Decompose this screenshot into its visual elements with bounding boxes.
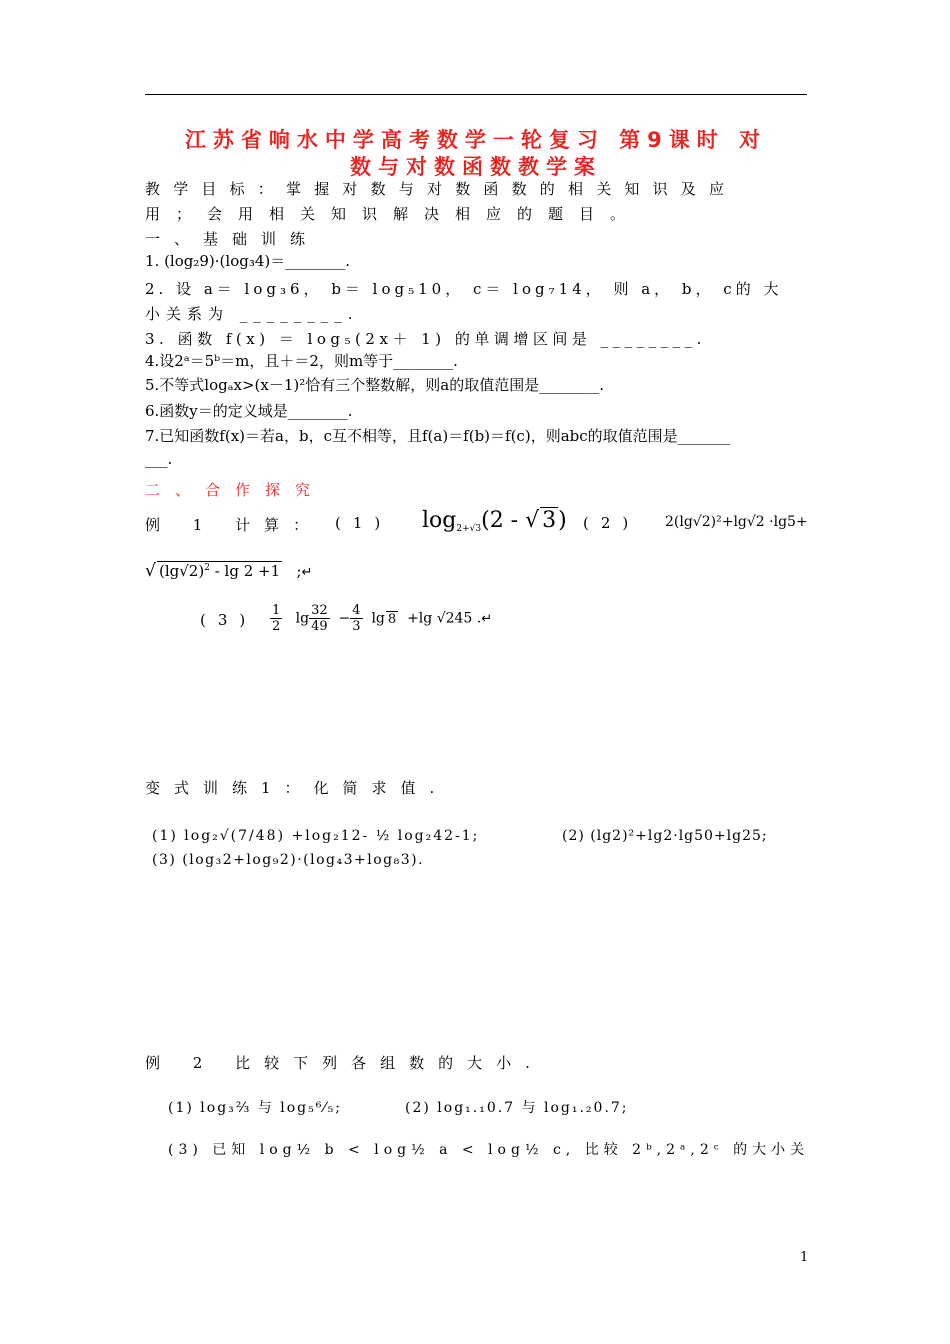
example-1-part-1-label: (1) xyxy=(335,514,393,532)
return-mark-icon: ↵ xyxy=(301,565,313,580)
example-2-part-1: (1) log₃⅔ 与 log₅⁶⁄₅; xyxy=(168,1100,342,1116)
objective-line-1: 教学目标：掌握对数与对数函数的相关知识及应 xyxy=(145,180,738,198)
example-1-part-2-label: (2) xyxy=(583,514,641,532)
question-1: 1. (log₂9)·(log₃4)＝________. xyxy=(145,252,350,270)
example-2-part-2: (2) log₁.₁0.7 与 log₁.₂0.7; xyxy=(405,1100,629,1116)
example-1-expr-3: $\frac{1}{2}$ lg $\frac{32}{49}$ − $\frac{4}{3}$ lg 8 +lg √245 .↵ xyxy=(272,603,493,634)
question-2-line-1: 2. 设 a＝ log₃6， b＝ log₅10， c＝ log₇14， 则 a， b， c的 大 xyxy=(145,280,783,298)
variant-1-part-2: (2) (lg2)²+lg2·lg50+lg25; xyxy=(562,828,768,844)
question-7-line-2: ___. xyxy=(145,450,173,468)
question-6: 6.函数y＝的定义域是________. xyxy=(145,402,353,420)
example-1-expr-1: $\log_{2+√3}(2$ - √ 3) xyxy=(422,508,567,534)
variant-1-part-1: (1) log₂√(7/48) +log₂12- ½ log₂42-1; xyxy=(152,828,480,844)
example-1-expr-2-continued: √ $(\lg√2)^2 - \lg 2 +1$ ;↵ xyxy=(145,561,313,581)
title-line-2: 数与对数函数教学案 xyxy=(350,155,602,179)
objective-line-2: 用；会用相关知识解决相应的题目。 xyxy=(145,205,642,223)
example-1-label: 例 1 计算： xyxy=(145,516,323,534)
header-rule xyxy=(145,94,807,95)
section-heading-explore: 二、合作探究 xyxy=(145,481,326,499)
example-1-expr-2: 2(lg√2)²+lg√2 ·lg5+ xyxy=(665,514,808,530)
title-line-1: 江苏省响水中学高考数学一轮复习 第9课时 对 xyxy=(184,128,768,152)
section-heading-basic: 一、基础训练 xyxy=(145,230,320,248)
question-2-line-2: 小关系为 ________. xyxy=(145,305,359,323)
page-number: 1 xyxy=(800,1250,809,1265)
example-2-part-3: (3) 已知 log½ b < log½ a < log½ c, 比较 2ᵇ,2ᵃ,2ᶜ 的大小关 xyxy=(168,1142,810,1158)
variant-1-label: 变式训练1：化简求值. xyxy=(145,779,449,797)
variant-1-part-3: (3) (log₃2+log₉2)·(log₄3+log₈3). xyxy=(152,852,425,868)
return-mark-icon: ↵ xyxy=(481,611,493,627)
question-4: 4.设2ᵃ＝5ᵇ＝m，且＋＝2，则m等于________. xyxy=(145,352,458,370)
question-5: 5.不等式logₐx>(x－1)²恰有三个整数解，则a的取值范围是________. xyxy=(145,376,604,394)
question-3: 3. 函数 f(x) ＝ log₅(2x＋ 1) 的单调增区间是 ________. xyxy=(145,330,706,348)
question-7-line-1: 7.已知函数f(x)＝若a，b，c互不相等，且f(a)＝f(b)＝f(c)，则abc的取值范围是_______ xyxy=(145,427,731,445)
example-1-part-3-label: (3) xyxy=(200,611,258,629)
example-2-label: 例 2 比较下列各组数的大小. xyxy=(145,1054,544,1072)
